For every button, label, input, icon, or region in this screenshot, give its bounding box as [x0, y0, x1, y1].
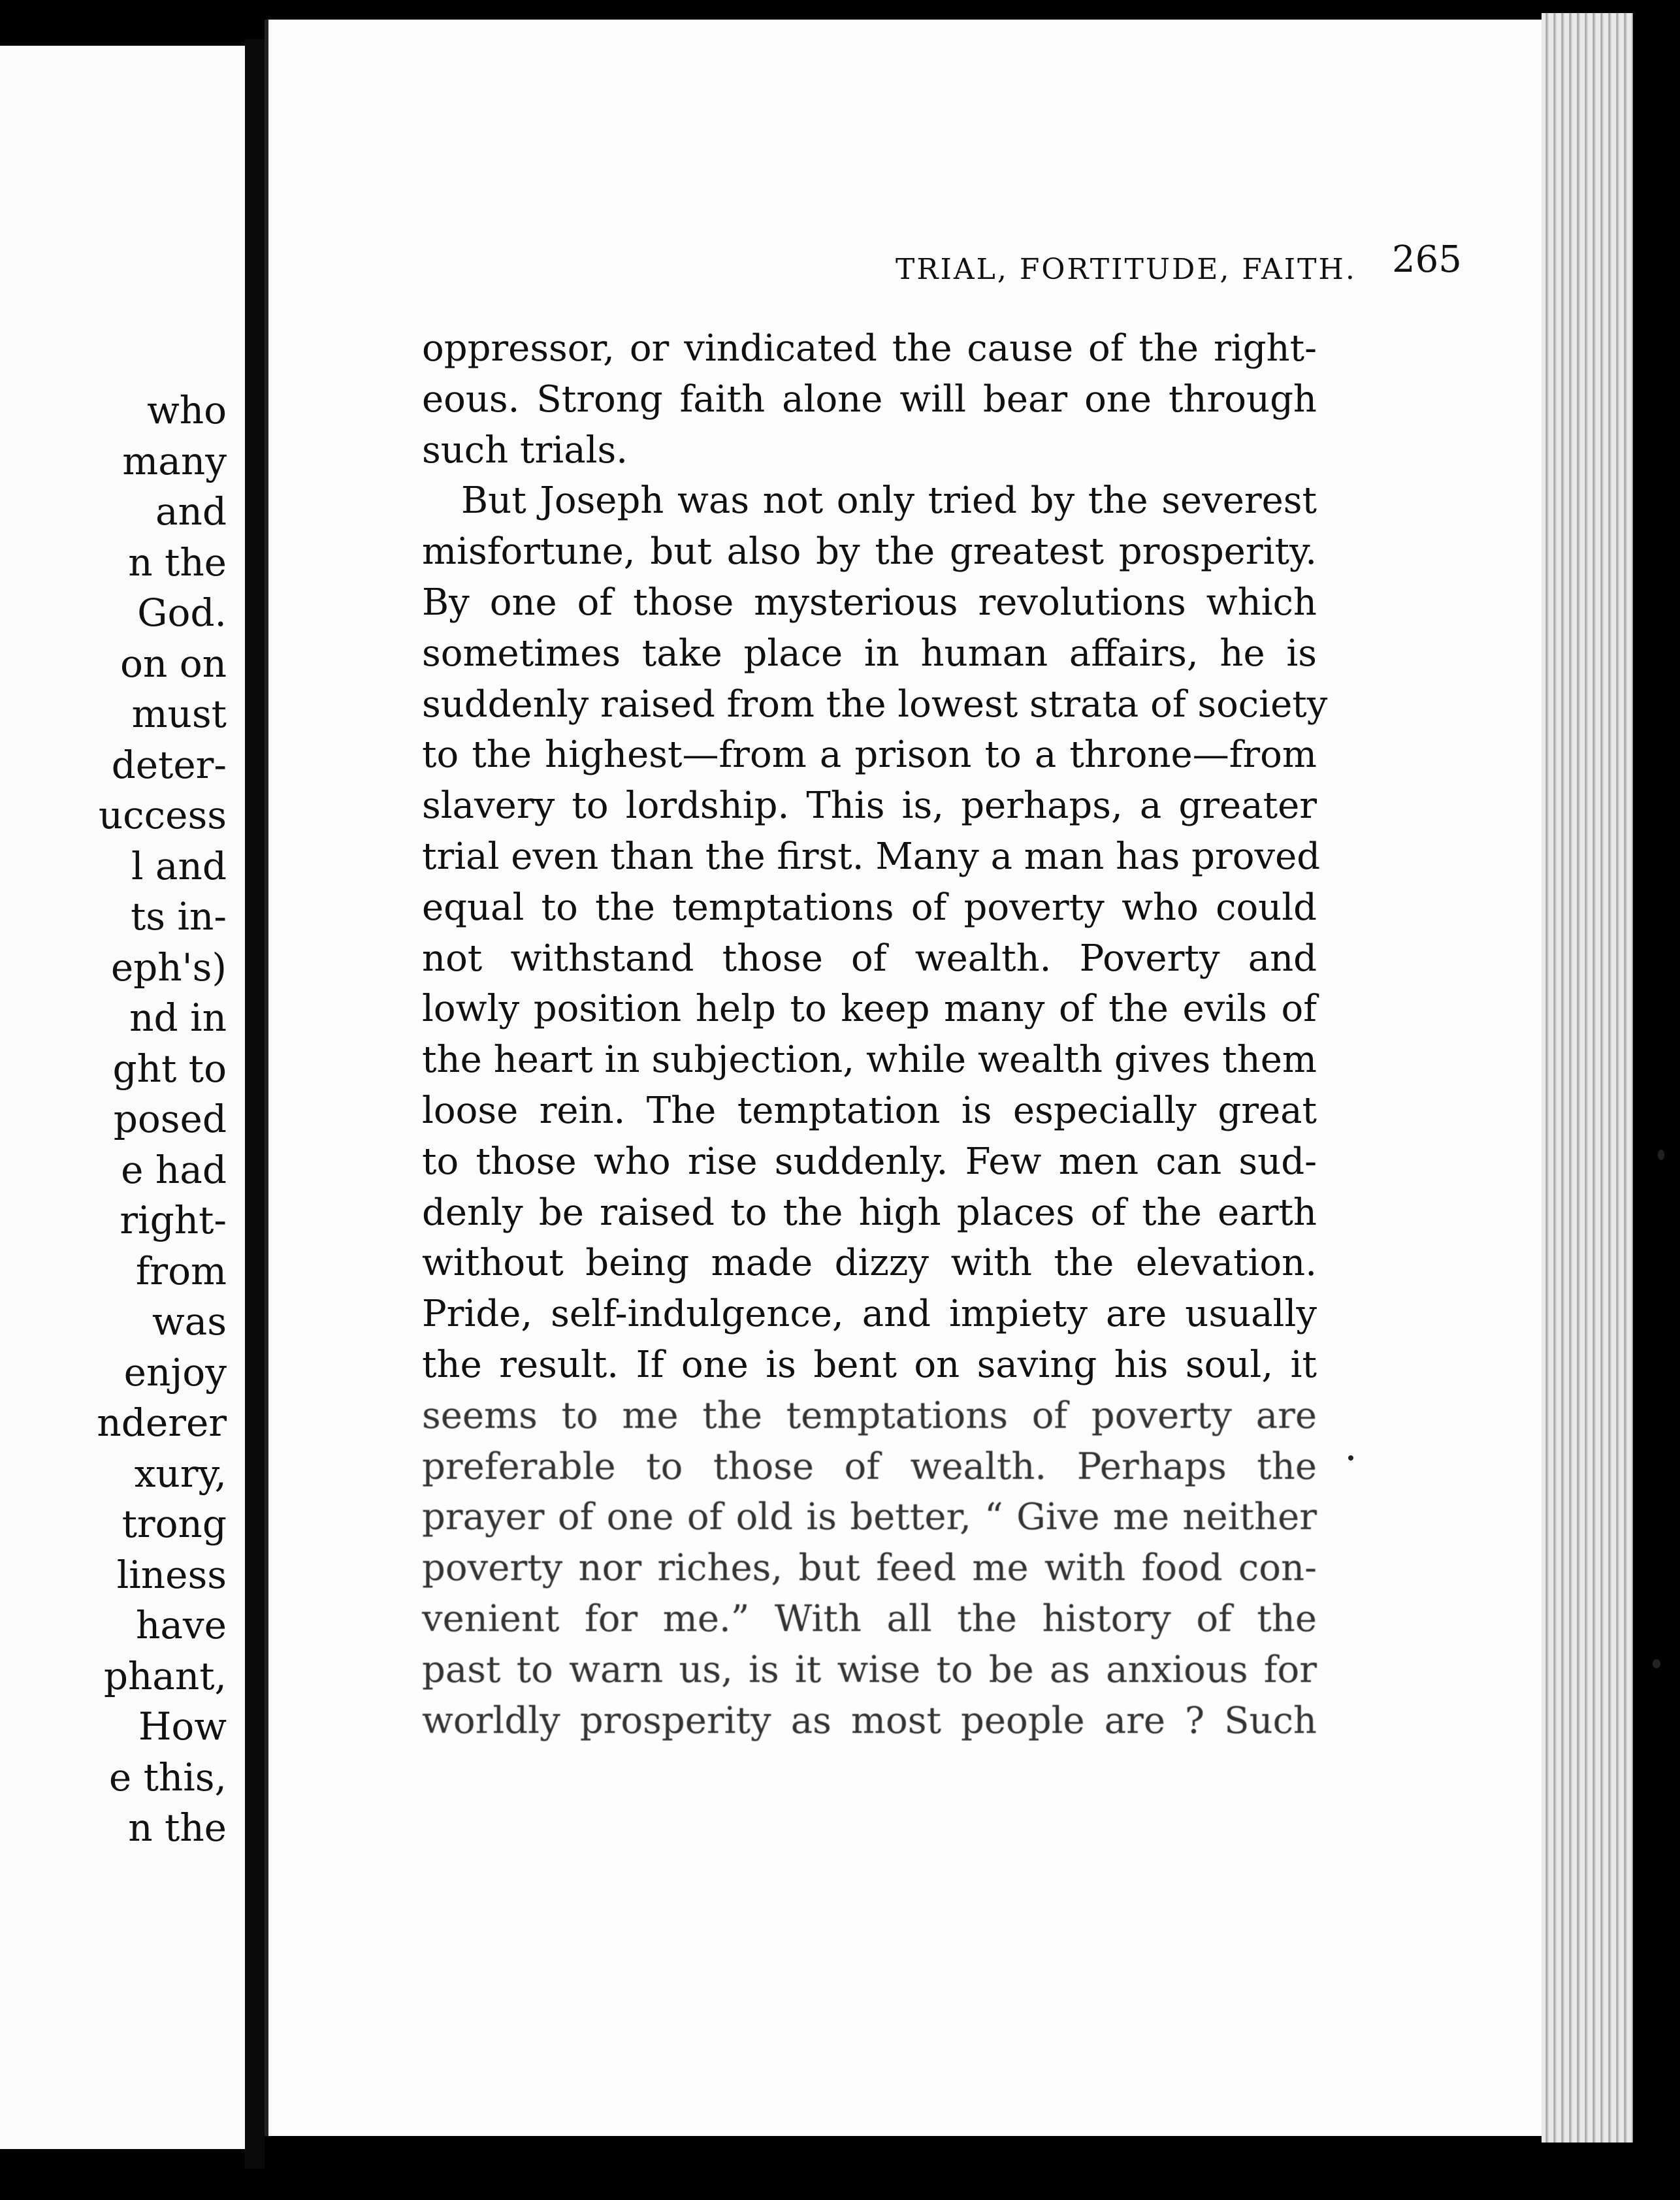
- left-page-line: many: [122, 438, 227, 483]
- text-line: denly be raised to the high places of the earth: [422, 1191, 1317, 1234]
- left-page-line: posed: [113, 1097, 227, 1141]
- text-line: worldly prosperity as most people are ? Such: [422, 1699, 1317, 1742]
- left-page-line: phant,: [103, 1653, 227, 1698]
- left-page-line: have: [135, 1603, 227, 1647]
- page-number: 265: [1392, 238, 1462, 281]
- right-page: [265, 20, 1545, 2136]
- left-page-line: ght to: [112, 1046, 227, 1091]
- text-line: past to warn us, is it wise to be as anxious for: [422, 1648, 1317, 1691]
- left-page-line: right-: [120, 1198, 227, 1242]
- text-line: lowly position help to keep many of the evils of: [422, 988, 1317, 1031]
- text-line: such trials.: [422, 429, 628, 472]
- text-line: suddenly raised from the lowest strata of society: [422, 683, 1328, 726]
- text-line: venient for me.” With all the history of the: [422, 1597, 1317, 1640]
- running-head: [425, 238, 1601, 291]
- text-line: misfortune, but also by the greatest prosperity.: [422, 530, 1317, 574]
- text-line: By one of those mysterious revolutions which: [422, 581, 1317, 624]
- book-gutter: [245, 39, 265, 2169]
- left-page-line: enjoy: [123, 1350, 227, 1395]
- left-page-line: and: [155, 489, 227, 534]
- left-page-line: must: [131, 692, 227, 736]
- text-line: seems to me the temptations of poverty are: [422, 1394, 1317, 1437]
- text-line: not withstand those of wealth. Poverty and: [422, 937, 1317, 980]
- text-line: slavery to lordship. This is, perhaps, a greater: [422, 785, 1317, 828]
- left-page-line: e had: [121, 1147, 227, 1192]
- left-page-line: How: [138, 1704, 227, 1749]
- left-page-line: n the: [128, 1805, 227, 1850]
- text-line: to the highest—from a prison to a throne—from: [422, 734, 1317, 777]
- text-line: equal to the temptations of poverty who could: [422, 886, 1317, 929]
- left-page-line: xury,: [134, 1451, 227, 1496]
- left-page-line: nd in: [129, 995, 227, 1040]
- dust-speck: [1653, 1659, 1660, 1668]
- text-line: the result. If one is bent on saving his soul, it: [422, 1343, 1317, 1386]
- text-line: trial even than the first. Many a man has proved: [422, 835, 1321, 878]
- left-page-line: was: [152, 1299, 227, 1344]
- left-page-line: nderer: [97, 1400, 227, 1445]
- left-page-line: trong: [121, 1502, 227, 1546]
- body-text: [422, 323, 1328, 1746]
- text-line: preferable to those of wealth. Perhaps the: [422, 1445, 1317, 1488]
- text-line: oppressor, or vindicated the cause of the right-: [422, 327, 1317, 370]
- left-page-line: n the: [128, 540, 227, 585]
- left-page-line: God.: [137, 590, 227, 635]
- text-line: Pride, self-indulgence, and impiety are usually: [422, 1293, 1317, 1336]
- text-line: eous. Strong faith alone will bear one through: [422, 378, 1317, 421]
- dust-speck: [1348, 1455, 1353, 1461]
- left-page-line: l and: [131, 843, 227, 888]
- text-line: But Joseph was not only tried by the severest: [461, 479, 1317, 523]
- left-page-line: ts in-: [130, 894, 227, 939]
- edge-shadow: [1633, 0, 1680, 2200]
- left-page-text: [0, 385, 227, 1854]
- page-edges: [1542, 13, 1640, 2143]
- text-line: sometimes take place in human affairs, he is: [422, 632, 1317, 675]
- left-page-line: from: [135, 1248, 227, 1293]
- left-page-line: liness: [116, 1552, 227, 1597]
- text-line: the heart in subjection, while wealth gives them: [422, 1039, 1317, 1082]
- text-line: without being made dizzy with the elevation.: [422, 1242, 1317, 1285]
- text-line: to those who rise suddenly. Few men can sud-: [422, 1140, 1317, 1183]
- left-facing-page: [0, 46, 254, 2149]
- running-head-title: TRIAL, FORTITUDE, FAITH.: [896, 253, 1357, 286]
- text-line: prayer of one of old is better, “ Give me neither: [422, 1496, 1317, 1539]
- left-page-line: on on: [120, 641, 227, 686]
- text-line: poverty nor riches, but feed me with food con-: [422, 1547, 1317, 1590]
- left-page-line: eph's): [110, 945, 227, 990]
- left-page-line: who: [147, 388, 227, 432]
- text-line: loose rein. The temptation is especially great: [422, 1089, 1317, 1132]
- left-page-line: uccess: [98, 793, 227, 837]
- dust-speck: [1658, 1150, 1664, 1160]
- left-page-line: e this,: [108, 1755, 227, 1800]
- left-page-line: deter-: [111, 742, 227, 787]
